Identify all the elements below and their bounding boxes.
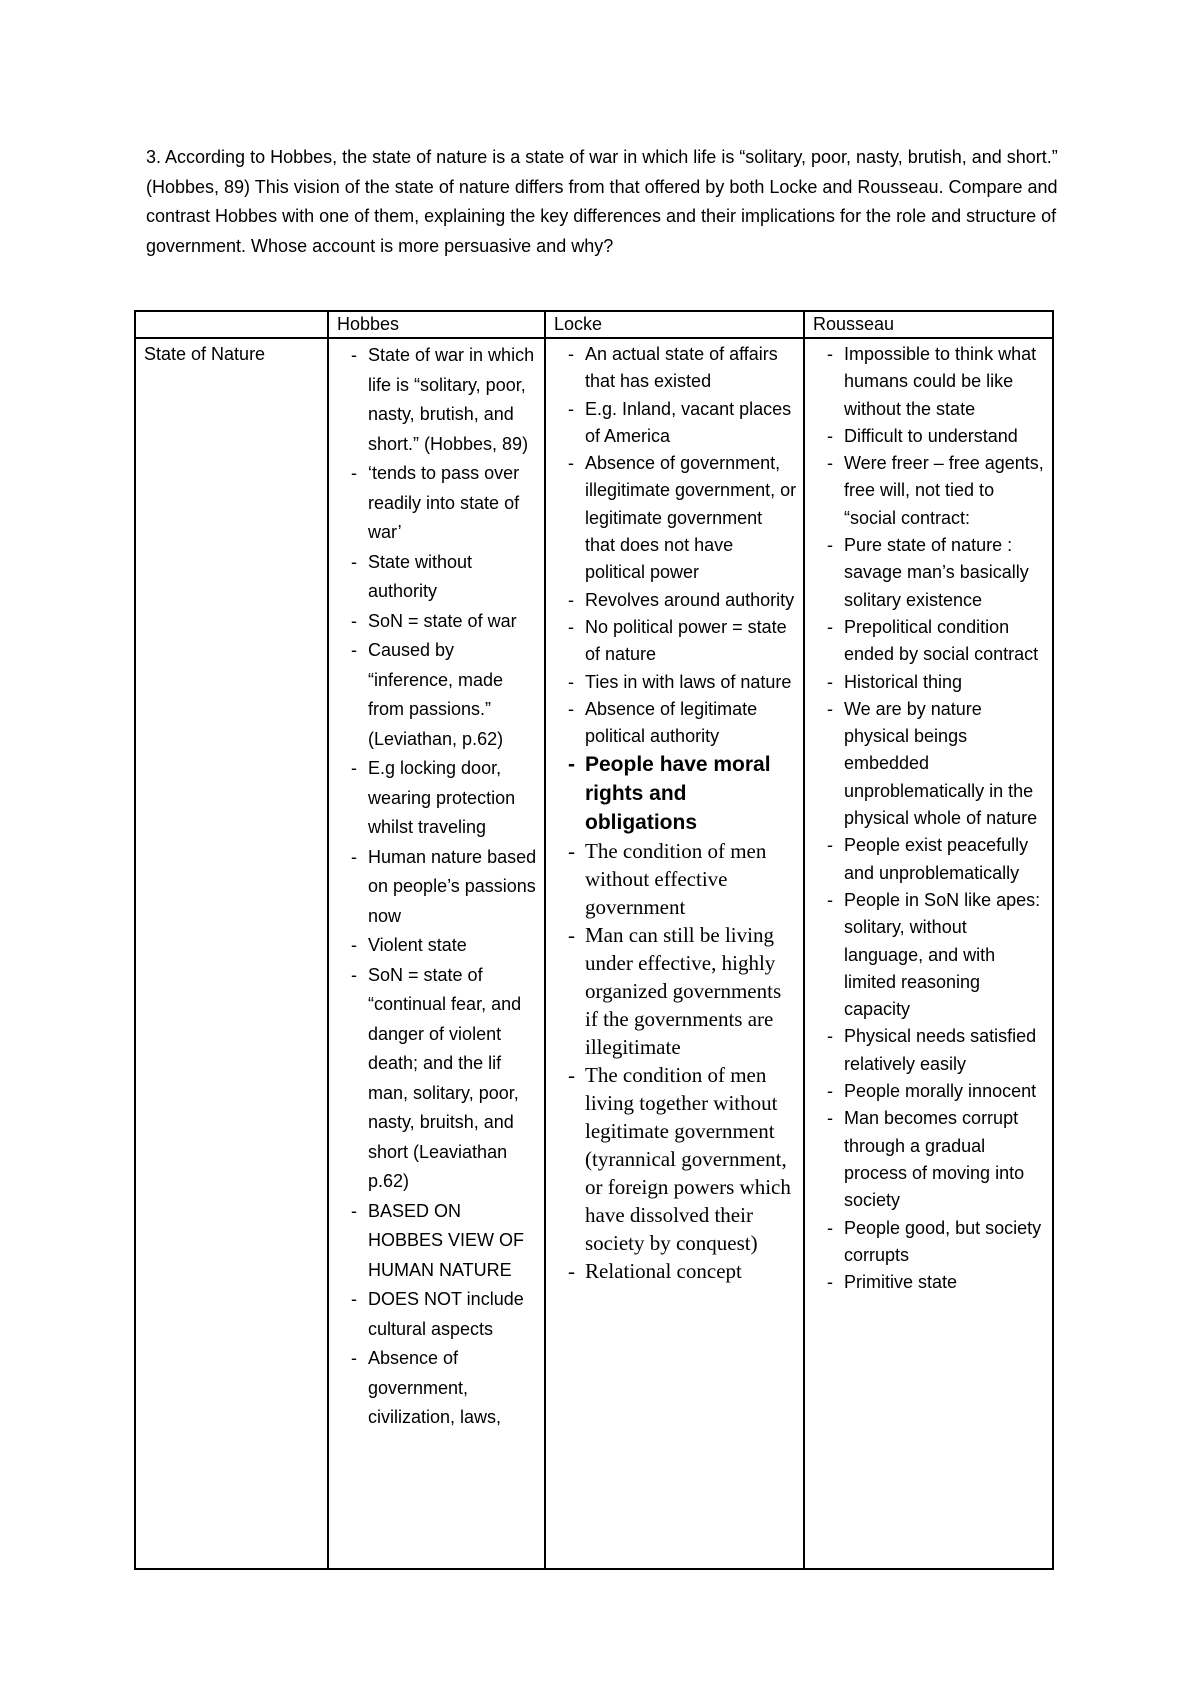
list-item: - No political power = state of nature — [546, 614, 797, 669]
list-item: - Man becomes corrupt through a gradual process of moving into society — [805, 1105, 1046, 1214]
row-label-cell — [135, 338, 328, 1569]
list-item: - The condition of men living together without legitimate government (tyrannical government, or foreign powers which have dissolved their society by conquest) — [546, 1061, 797, 1257]
list-item: - Pure state of nature : savage man’s basically solitary existence — [805, 532, 1046, 614]
locke-cell — [545, 338, 804, 1569]
list-item: - E.g locking door, wearing protection whilst traveling — [329, 754, 538, 843]
header-cell-rousseau: Rousseau — [804, 311, 1053, 338]
list-item: - We are by nature physical beings embedded unproblematically in the physical whole of nature — [805, 696, 1046, 832]
list-item: - Violent state — [329, 931, 538, 961]
list-item: - People morally innocent — [805, 1078, 1046, 1105]
assignment-question: 3. According to Hobbes, the state of nature is a state of war in which life is “solitary, poor, nasty, brutish, and short.” (Hobbes, 89) This vision of the state of nature differs from that offered by both Locke and Rousseau. Compare and contrast Hobbes with one of them, explaining the key differences and their implications for the role and structure of government. Whose account is more persuasive and why? — [146, 147, 1058, 256]
list-item: - SoN = state of war — [329, 607, 538, 637]
header-cell-empty — [135, 311, 328, 338]
header-cell-hobbes: Hobbes — [328, 311, 545, 338]
list-item: - People in SoN like apes: solitary, without language, and with limited reasoning capacity — [805, 887, 1046, 1023]
list-item: - Primitive state — [805, 1269, 1046, 1296]
list-item: - Difficult to understand — [805, 423, 1046, 450]
list-item: - SoN = state of “continual fear, and danger of violent death; and the lif man, solitary, poor, nasty, bruitsh, and short (Leaviathan p.62) — [329, 961, 538, 1197]
list-item: - BASED ON HOBBES VIEW OF HUMAN NATURE — [329, 1197, 538, 1286]
rousseau-cell — [804, 338, 1053, 1569]
list-item: - Prepolitical condition ended by social contract — [805, 614, 1046, 669]
hobbes-bullet-list — [329, 339, 544, 1433]
list-item: - An actual state of affairs that has existed — [546, 341, 797, 396]
list-item: - State without authority — [329, 548, 538, 607]
list-item: - Man can still be living under effective, highly organized governments if the governments are illegitimate — [546, 921, 797, 1061]
table-header-row — [135, 311, 1053, 338]
list-item: - Absence of government, illegitimate government, or legitimate government that does not have political power — [546, 450, 797, 586]
row-label: State of Nature — [144, 344, 266, 364]
list-item: - State of war in which life is “solitary, poor, nasty, brutish, and short.” (Hobbes, 89) — [329, 341, 538, 459]
locke-bullet-list — [546, 339, 803, 1285]
list-item: - Historical thing — [805, 669, 1046, 696]
list-item: - Impossible to think what humans could be like without the state — [805, 341, 1046, 423]
list-item: - ‘tends to pass over readily into state of war’ — [329, 459, 538, 548]
list-item: - Ties in with laws of nature — [546, 669, 797, 696]
list-item: - People good, but society corrupts — [805, 1215, 1046, 1270]
list-item: - E.g. Inland, vacant places of America — [546, 396, 797, 451]
comparison-table — [134, 310, 1054, 1570]
list-item: - Relational concept — [546, 1257, 797, 1285]
list-item: - Were freer – free agents, free will, not tied to “social contract: — [805, 450, 1046, 532]
list-item: - Absence of legitimate political authority — [546, 696, 797, 751]
list-item: - Caused by “inference, made from passions.” (Leviathan, p.62) — [329, 636, 538, 754]
list-item: - People have moral rights and obligations — [546, 750, 797, 837]
rousseau-bullet-list — [805, 339, 1052, 1296]
list-item: - Human nature based on people’s passions now — [329, 843, 538, 932]
table-row-state-of-nature — [135, 338, 1053, 1569]
list-item: - People exist peacefully and unproblematically — [805, 832, 1046, 887]
hobbes-cell — [328, 338, 545, 1569]
list-item: - DOES NOT include cultural aspects — [329, 1285, 538, 1344]
list-item: - Physical needs satisfied relatively easily — [805, 1023, 1046, 1078]
header-cell-locke: Locke — [545, 311, 804, 338]
list-item: - Revolves around authority — [546, 587, 797, 614]
list-item: - The condition of men without effective government — [546, 837, 797, 921]
list-item: - Absence of government, civilization, laws, — [329, 1344, 538, 1433]
